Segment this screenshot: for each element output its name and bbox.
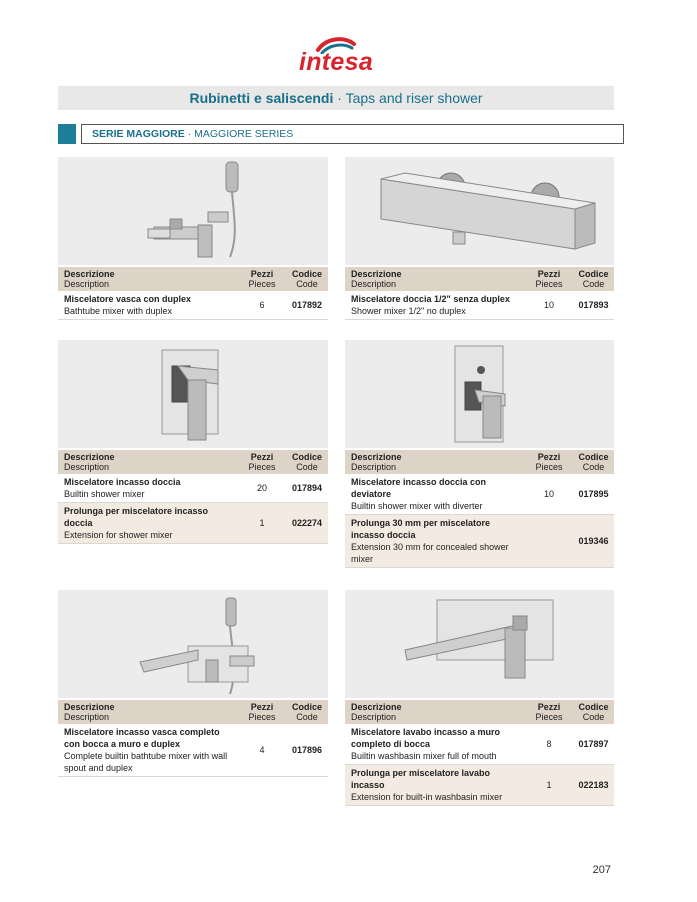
table-row: Prolunga 30 mm per miscelatore incasso doccia Extension 30 mm for concealed shower mixer 019346: [345, 515, 614, 568]
shower-mixer-icon: [345, 157, 614, 265]
table-row: Miscelatore lavabo incasso a muro completo di bocca Builtin washbasin mixer full of mouth 8 017897: [345, 724, 614, 765]
bathtube-mixer-icon: [58, 157, 328, 265]
table-header: Descrizione Description Pezzi Pieces Codice Code: [58, 700, 328, 724]
product-photo: [58, 590, 328, 698]
product-table: [345, 267, 614, 320]
table-header: Descrizione Description Pezzi Pieces Codice Code: [58, 267, 328, 291]
product-photo: [58, 340, 328, 448]
brand-name: intesa: [298, 48, 374, 76]
table-row: Miscelatore incasso doccia Builtin shower mixer 20 017894: [58, 474, 328, 503]
page-number: 207: [592, 864, 611, 876]
table-header: Descrizione Description Pezzi Pieces Codice Code: [58, 450, 328, 474]
table-row: Miscelatore vasca con duplex Bathtube mixer with duplex 6 017892: [58, 291, 328, 320]
product-table: [58, 267, 328, 320]
product-photo: [58, 157, 328, 265]
washbasin-mixer-icon: [345, 590, 614, 698]
table-row: Miscelatore incasso doccia con deviatore Builtin shower mixer with diverter 10 017895: [345, 474, 614, 515]
table-row: Prolunga per miscelatore incasso doccia Extension for shower mixer 1 022274: [58, 503, 328, 544]
product-table: [345, 700, 614, 806]
page-title: Rubinetti e saliscendi · Taps and riser shower: [58, 86, 614, 110]
product-table: [58, 450, 328, 544]
series-marker: [58, 124, 76, 144]
product-table: [58, 700, 328, 777]
series-heading: SERIE MAGGIORE · MAGGIORE SERIES: [81, 124, 624, 144]
table-row: Miscelatore incasso vasca completo con bocca a muro e duplex Complete builtin bathtube mixer with wall spout and duplex 4 017896: [58, 724, 328, 777]
table-header: Descrizione Description Pezzi Pieces Codice Code: [345, 267, 614, 291]
builtin-shower-mixer-icon: [58, 340, 328, 448]
product-photo: [345, 590, 614, 698]
product-table: [345, 450, 614, 568]
table-row: Prolunga per miscelatore lavabo incasso Extension for built-in washbasin mixer 1 022183: [345, 765, 614, 806]
brand-logo: [296, 34, 376, 80]
product-photo: [345, 157, 614, 265]
table-row: Miscelatore doccia 1/2" senza duplex Shower mixer 1/2" no duplex 10 017893: [345, 291, 614, 320]
builtin-diverter-mixer-icon: [345, 340, 614, 448]
table-header: Descrizione Description Pezzi Pieces Codice Code: [345, 450, 614, 474]
table-header: Descrizione Description Pezzi Pieces Codice Code: [345, 700, 614, 724]
product-photo: [345, 340, 614, 448]
builtin-bathtube-mixer-icon: [58, 590, 328, 698]
